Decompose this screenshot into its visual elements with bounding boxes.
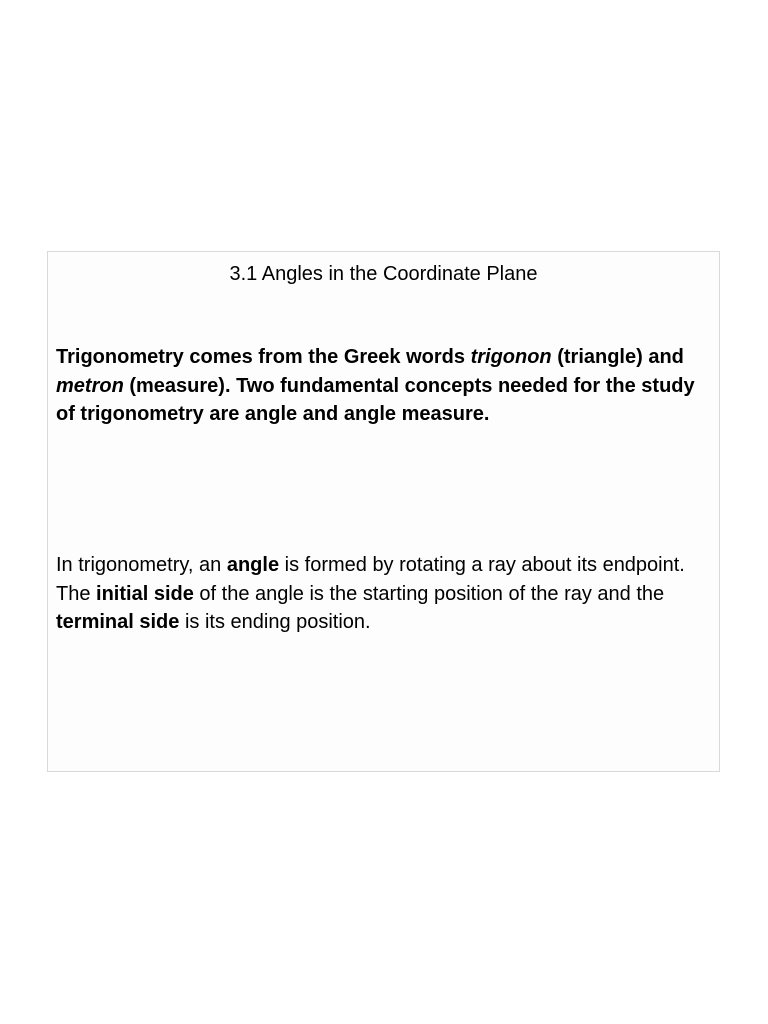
intro-text-2: (triangle) and xyxy=(551,346,684,368)
term-metron: metron xyxy=(56,374,124,397)
term-angle: angle xyxy=(226,554,280,576)
definition-text-3: of the angle is the starting position of the ray and the xyxy=(193,582,665,605)
definition-text-4: is its ending position. xyxy=(179,611,371,633)
term-initial-side: initial side xyxy=(96,582,194,605)
slide-title: 3.1 Angles in the Coordinate Plane xyxy=(229,263,538,285)
definition-text-2: is formed by rotating a ray about its endpoint. The xyxy=(56,554,685,605)
intro-text-3: (measure). Two fundamental concepts needed for the study of trigonometry are angle and angle measure. xyxy=(56,374,695,425)
definition-text-1: In trigonometry, an xyxy=(56,554,227,576)
definition-paragraph xyxy=(56,551,696,637)
term-trigonon: trigonon xyxy=(470,346,552,368)
intro-text-1: Trigonometry comes from the Greek words xyxy=(56,346,471,368)
term-terminal-side: terminal side xyxy=(56,611,180,633)
slide-frame xyxy=(47,251,720,772)
intro-paragraph xyxy=(56,343,696,429)
